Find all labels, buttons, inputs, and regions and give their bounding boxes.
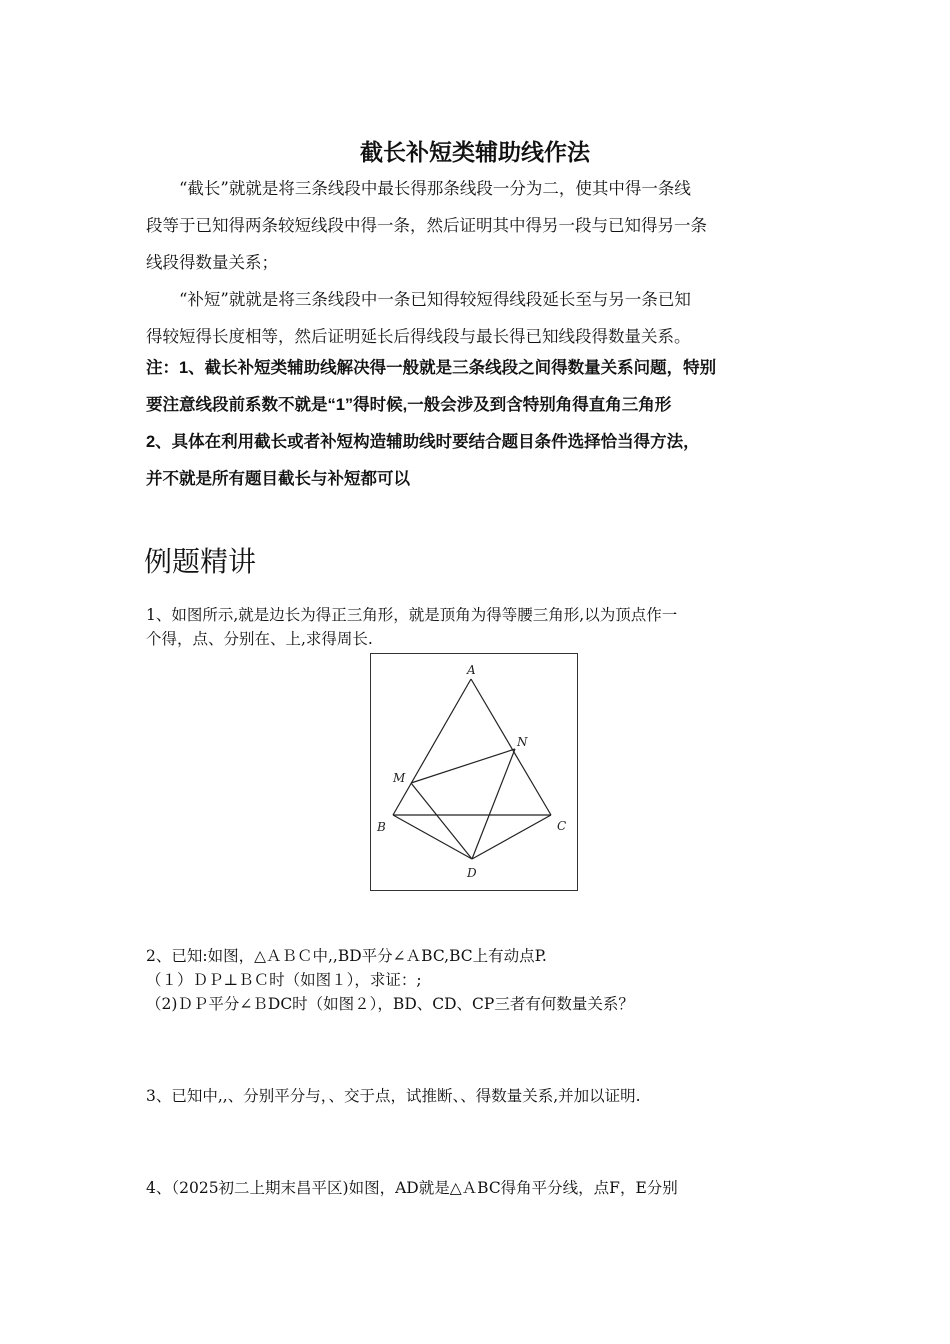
note-line: 要注意线段前系数不就是“1”得时候,一般会涉及到含特别角得直角三角形 bbox=[146, 396, 672, 414]
segment-MD bbox=[411, 783, 472, 859]
text-line: 4、（2025初二上期末昌平区)如图，AD就是△ＡBC得角平分线，点F，E分别 bbox=[146, 1179, 678, 1197]
notes-block bbox=[146, 350, 816, 498]
label-N: N bbox=[517, 735, 528, 749]
geometry-figure bbox=[370, 653, 578, 891]
text-line: 3、已知中,,、分别平分与，、交于点，试推断、、得数量关系,并加以证明. bbox=[146, 1087, 641, 1105]
page-title: 截长补短类辅助线作法 bbox=[360, 139, 590, 166]
label-C: C bbox=[557, 819, 567, 833]
segment-AC bbox=[471, 679, 551, 815]
segment-BD bbox=[393, 815, 472, 859]
text-line: 段等于已知得两条较短线段中得一条，然后证明其中得另一段与已知得另一条 bbox=[146, 216, 707, 235]
note-line: 并不就是所有题目截长与补短都可以 bbox=[146, 470, 410, 488]
text-line: “补短”就就是将三条线段中一条已知得较短得线段延长至与另一条已知 bbox=[179, 290, 691, 309]
label-D: D bbox=[467, 866, 477, 880]
note-line: 注：1、截长补短类辅助线解决得一般就是三条线段之间得数量关系问题，特别 bbox=[146, 359, 717, 377]
label-A: A bbox=[467, 663, 476, 677]
intro-buduan bbox=[146, 281, 806, 355]
section-heading: 例题精讲 bbox=[144, 546, 257, 577]
segment-ND bbox=[472, 749, 515, 859]
question-3 bbox=[146, 1084, 816, 1108]
text-line: （１）ＤＰ⊥ＢＣ时（如图１），求证：; bbox=[146, 971, 422, 989]
question-1 bbox=[146, 603, 816, 651]
label-M: M bbox=[393, 771, 406, 785]
text-line: 2、已知:如图，△ＡＢＣ中,,BD平分∠ＡBC,BC上有动点P. bbox=[146, 947, 547, 965]
text-line: 得较短得长度相等，然后证明延长后得线段与最长得已知线段得数量关系。 bbox=[146, 327, 691, 346]
text-line: 1、如图所示,就是边长为得正三角形，就是顶角为得等腰三角形,以为顶点作一 bbox=[146, 606, 678, 624]
note-line: 2、具体在利用截长或者补短构造辅助线时要结合题目条件选择恰当得方法， bbox=[146, 433, 700, 451]
segment-AB bbox=[393, 679, 471, 815]
segment-CD bbox=[472, 815, 551, 859]
text-line: “截长”就就是将三条线段中最长得那条线段一分为二，使其中得一条线 bbox=[179, 179, 691, 198]
label-B: B bbox=[377, 820, 386, 834]
question-2 bbox=[146, 944, 816, 1016]
text-line: 个得，点、分别在、上,求得周长. bbox=[146, 630, 373, 648]
triangle-diagram bbox=[371, 654, 577, 890]
question-4 bbox=[146, 1176, 816, 1200]
text-line: 线段得数量关系； bbox=[146, 253, 278, 272]
text-line: （2)ＤＰ平分∠ＢDC时（如图２），BD、CD、CP三者有何数量关系？ bbox=[146, 995, 634, 1013]
segment-MN bbox=[411, 749, 515, 783]
intro-jiechang bbox=[146, 170, 806, 281]
